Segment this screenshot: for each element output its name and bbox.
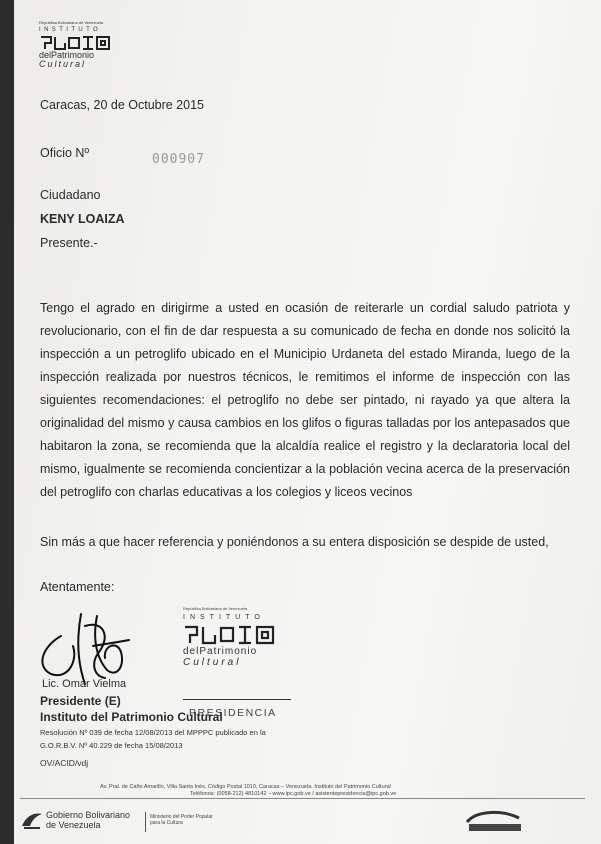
gov-line1: Gobierno Bolivariano bbox=[46, 810, 131, 820]
atentamente-text: Atentamente: bbox=[40, 580, 115, 594]
ministerio-text bbox=[150, 814, 213, 826]
initials-text: OV/ACID/vdj bbox=[40, 758, 89, 768]
place-date: Caracas, 20 de Octubre 2015 bbox=[40, 98, 204, 112]
logo-republica-text: República Bolivariana de Venezuela bbox=[39, 20, 104, 25]
logo-instituto-text: INSTITUTO bbox=[39, 27, 102, 33]
letter-body: Tengo el agrado en dirigirme a usted en ocasión de reiterarle un cordial saludo patriota y revolucionario, con el fin de dar respuesta a su comunicado de fecha en donde nos solicitó la inspección a un petroglifo ubicado en el Municipio Urdaneta del estado Miranda, luego de la inspección realizada por nuestros técnicos, le remitimos el informe de inspección con las siguientes recomendaciones: el petroglifo no debe ser pintado, ni rayado ya que altera la originalidad del mismo y causa cambios en los glifos o figuras talladas por los antepasados que habitaron la zona, se recomienda que la alcaldía realice el registro y la declaratoria local del mismo, igualmente se recomienda concientizar a la población vecina acerca de la preservación del petroglifo con charlas educativas a los colegios y liceos vecinos bbox=[40, 301, 570, 499]
signatory-institution: Instituto del Patrimonio Cultural bbox=[40, 710, 223, 724]
footer-contact: Teléfonos: (0058-212) 4810142 – www.ipc.gob.ve / asistentepresidencia@ipc.gob.ve bbox=[190, 791, 397, 797]
signatory-role: Presidente (E) bbox=[40, 694, 121, 708]
seal-divider bbox=[183, 699, 291, 700]
seal-republica-text: República Bolivariana de Venezuela bbox=[183, 606, 248, 611]
seal-instituto-text: INSTITUTO bbox=[183, 614, 265, 621]
signatory-name: Lic. Omar Vielma bbox=[42, 678, 127, 690]
seal-cultural-text: Cultural bbox=[183, 657, 242, 668]
gov-line2: de Venezuela bbox=[46, 820, 101, 830]
institution-seal bbox=[183, 606, 293, 668]
seal-del-patrimonio-text: delPatrimonio bbox=[183, 646, 258, 657]
ministerio-line2: para la Cultura bbox=[150, 820, 183, 826]
footer-divider bbox=[20, 798, 585, 799]
salutation: Ciudadano bbox=[40, 188, 101, 202]
closing-text: Sin más a que hacer referencia y poniéndonos a su entera disposición se despide de usted, bbox=[40, 535, 549, 549]
logo-del-patrimonio-text: delPatrimonio bbox=[39, 50, 95, 60]
gaceta-text: G.O.R.B.V. Nº 40.229 de fecha 15/08/2013 bbox=[40, 741, 183, 750]
gov-divider bbox=[145, 812, 146, 832]
footer-address: Av. Pral. de Caño Amarillo, Villa Santa Inés, Código Postal 1010, Caracas – Venezuela. Instituto del Patrimonio Cultural bbox=[100, 784, 391, 790]
seal-presidencia-text: PRESIDENCIA bbox=[189, 707, 277, 719]
ministerio-line1: Ministerio del Poder Popular bbox=[150, 814, 213, 820]
seal-petroglyph-icon bbox=[183, 624, 275, 646]
recipient-name: KENY LOAIZA bbox=[40, 212, 125, 226]
venezuela-logo-icon bbox=[463, 808, 527, 834]
presente-text: Presente.- bbox=[40, 236, 98, 250]
gobierno-bolivariano-logo-icon bbox=[20, 808, 44, 830]
logo-cultural-text: Cultural bbox=[39, 59, 87, 69]
gobierno-bolivariano-text bbox=[46, 810, 130, 830]
ipc-logo bbox=[39, 20, 129, 69]
petroglyph-logo-icon bbox=[39, 35, 111, 51]
oficio-label: Oficio Nº bbox=[40, 146, 90, 160]
oficio-number: 000907 bbox=[152, 152, 205, 167]
resolucion-text: Resolución Nº 039 de fecha 12/08/2013 del MPPPC publicado en la bbox=[40, 728, 266, 737]
